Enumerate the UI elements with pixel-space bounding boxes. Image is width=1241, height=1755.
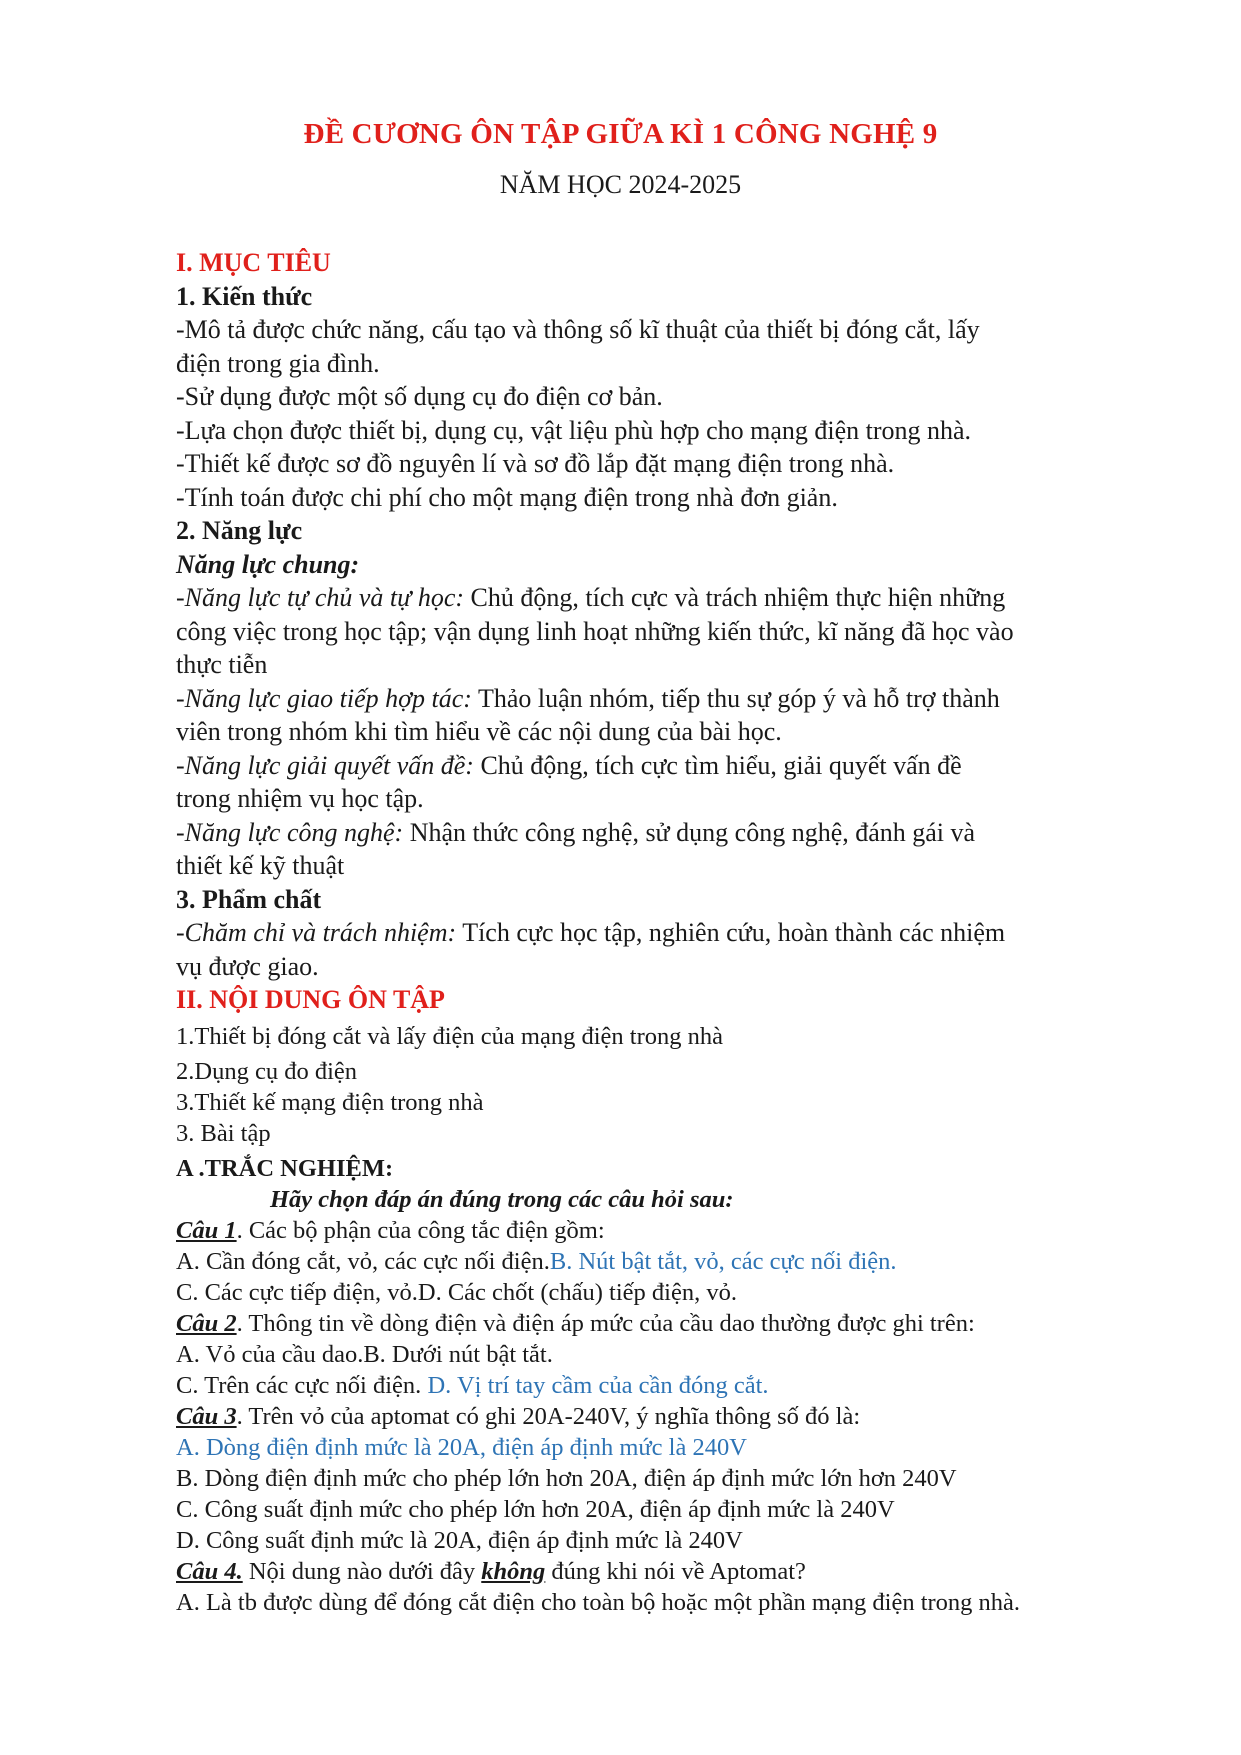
question-4 bbox=[176, 1556, 1136, 1587]
question-label: Câu 4. bbox=[176, 1557, 243, 1585]
option-c: C. Công suất định mức cho phép lớn hơn 20A, điện áp định mức là 240V bbox=[176, 1495, 895, 1523]
nang-luc-cong-nghe-line2: thiết kế kỹ thuật bbox=[176, 851, 345, 880]
subheading-pham-chat: 3. Phẩm chất bbox=[176, 884, 322, 914]
kien-thuc-line: -Thiết kế được sơ đồ nguyên lí và sơ đồ lắp đặt mạng điện trong nhà. bbox=[176, 449, 895, 478]
question-text: . Trên vỏ của aptomat có ghi 20A-240V, ý nghĩa thông số đó là: bbox=[236, 1402, 861, 1430]
nang-luc-giai-quyet bbox=[176, 749, 1136, 783]
question-label: Câu 2 bbox=[176, 1309, 237, 1337]
document-subtitle: NĂM HỌC 2024-2025 bbox=[499, 170, 742, 199]
kien-thuc-line: điện trong gia đình. bbox=[176, 348, 380, 378]
nang-luc-cong-nghe bbox=[176, 816, 1136, 850]
nang-luc-giao-tiep-label: -Năng lực giao tiếp hợp tác: bbox=[176, 683, 472, 713]
noi-dung-item: 3. Bài tập bbox=[176, 1119, 271, 1147]
noi-dung-item: 3.Thiết kế mạng điện trong nhà bbox=[176, 1088, 484, 1116]
noi-dung-item: 1.Thiết bị đóng cắt và lấy điện của mạng điện trong nhà bbox=[176, 1022, 724, 1050]
option-a-correct: A. Dòng điện định mức là 20A, điện áp định mức là 240V bbox=[176, 1433, 747, 1461]
pham-chat-text: Tích cực học tập, nghiên cứu, hoàn thành các nhiệm bbox=[456, 918, 1006, 947]
kien-thuc-line: -Lựa chọn được thiết bị, dụng cụ, vật liệu phù hợp cho mạng điện trong nhà. bbox=[176, 415, 972, 445]
question-text: . Các bộ phận của công tắc điện gồm: bbox=[236, 1216, 605, 1244]
trac-nghiem-instruction: Hãy chọn đáp án đúng trong các câu hỏi sau: bbox=[270, 1185, 734, 1213]
kien-thuc-line: -Tính toán được chi phí cho một mạng điện trong nhà đơn giản. bbox=[176, 482, 838, 512]
nang-luc-tu-chu bbox=[176, 581, 1136, 615]
pham-chat-label: -Chăm chỉ và trách nhiệm: bbox=[176, 918, 457, 947]
pham-chat-line2: vụ được giao. bbox=[176, 951, 319, 981]
question-2 bbox=[176, 1308, 1136, 1339]
option-d-correct: D. Vị trí tay cầm của cần đóng cắt. bbox=[427, 1371, 769, 1399]
nang-luc-giao-tiep-line2: viên trong nhóm khi tìm hiểu về các nội dung của bài học. bbox=[176, 717, 782, 746]
nang-luc-cong-nghe-text: Nhận thức công nghệ, sử dụng công nghệ, đánh gái và bbox=[403, 817, 976, 847]
question-1 bbox=[176, 1215, 1136, 1246]
noi-dung-list bbox=[176, 1021, 1136, 1618]
nang-luc-tu-chu-line2: công việc trong học tập; vận dụng linh hoạt những kiến thức, kĩ năng đã học vào bbox=[176, 616, 1014, 646]
subheading-kien-thuc: 1. Kiến thức bbox=[176, 281, 313, 311]
noi-dung-item: 2.Dụng cụ đo điện bbox=[176, 1057, 357, 1085]
nang-luc-tu-chu-label: -Năng lực tự chủ và tự học: bbox=[176, 583, 465, 612]
question-text: Nội dung nào dưới đây bbox=[242, 1557, 482, 1585]
question-text: . Thông tin về dòng điện và điện áp mức của cầu dao thường được ghi trên: bbox=[236, 1309, 975, 1337]
question-label: Câu 1 bbox=[176, 1216, 237, 1244]
question-1-options-ab bbox=[176, 1246, 1136, 1277]
question-3 bbox=[176, 1401, 1136, 1432]
document-body bbox=[176, 246, 1136, 1618]
question-2-options-ab: A. Vỏ của cầu dao.B. Dưới nút bật tắt. bbox=[176, 1340, 553, 1368]
option-a: A. Cần đóng cắt, vỏ, các cực nối điện. bbox=[176, 1247, 550, 1275]
nang-luc-giai-quyet-line2: trong nhiệm vụ học tập. bbox=[176, 784, 424, 813]
option-c: C. Trên các cực nối điện. bbox=[176, 1371, 428, 1399]
nang-luc-giai-quyet-label: -Năng lực giải quyết vấn đề: bbox=[176, 750, 474, 780]
nang-luc-giao-tiep-text: Thảo luận nhóm, tiếp thu sự góp ý và hỗ trợ thành bbox=[471, 683, 1000, 713]
kien-thuc-line: -Mô tả được chức năng, cấu tạo và thông số kĩ thuật của thiết bị đóng cắt, lấy bbox=[176, 315, 980, 344]
nang-luc-tu-chu-line3: thực tiễn bbox=[176, 650, 268, 679]
document-title: ĐỀ CƯƠNG ÔN TẬP GIỮA KÌ 1 CÔNG NGHỆ 9 bbox=[303, 118, 938, 150]
question-emphasis: không bbox=[481, 1557, 546, 1585]
subheading-nang-luc: 2. Năng lực bbox=[176, 516, 303, 545]
nang-luc-chung-label: Năng lực chung: bbox=[176, 549, 360, 579]
question-text-end: đúng khi nói về Aptomat? bbox=[545, 1557, 806, 1585]
pham-chat-line bbox=[176, 916, 1136, 950]
nang-luc-cong-nghe-label: -Năng lực công nghệ: bbox=[176, 817, 404, 847]
option-d: D. Công suất định mức là 20A, điện áp định mức là 240V bbox=[176, 1526, 743, 1554]
option-a: A. Là tb được dùng để đóng cắt điện cho toàn bộ hoặc một phần mạng điện trong nhà. bbox=[176, 1588, 1021, 1616]
option-b-correct: B. Nút bật tắt, vỏ, các cực nối điện. bbox=[549, 1247, 897, 1275]
section-heading-noi-dung: II. NỘI DUNG ÔN TẬP bbox=[176, 985, 445, 1014]
section-heading-muc-tieu: I. MỤC TIÊU bbox=[176, 248, 331, 277]
option-b: B. Dòng điện định mức cho phép lớn hơn 20A, điện áp định mức lớn hơn 240V bbox=[176, 1464, 957, 1492]
question-2-options-cd bbox=[176, 1370, 1136, 1401]
question-label: Câu 3 bbox=[176, 1402, 237, 1430]
kien-thuc-line: -Sử dụng được một số dụng cụ đo điện cơ bản. bbox=[176, 382, 663, 411]
question-1-options-cd: C. Các cực tiếp điện, vỏ.D. Các chốt (chấu) tiếp điện, vỏ. bbox=[176, 1278, 737, 1306]
trac-nghiem-heading: A .TRẮC NGHIỆM: bbox=[176, 1154, 394, 1182]
nang-luc-tu-chu-text: Chủ động, tích cực và trách nhiệm thực hiện những bbox=[464, 583, 1006, 612]
nang-luc-giao-tiep bbox=[176, 682, 1136, 716]
nang-luc-giai-quyet-text: Chủ động, tích cực tìm hiểu, giải quyết vấn đề bbox=[473, 750, 962, 780]
